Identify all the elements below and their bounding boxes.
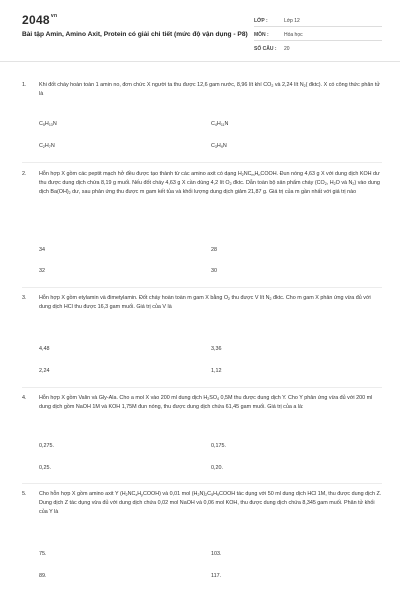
logo-text: 2048 [22, 13, 50, 27]
answer-option[interactable]: 89. [39, 573, 47, 579]
question-text: Hỗn hợp X gồm các peptit mạch hở đều được tạo thành từ các amino axit có dạng $H_2NC_mH_nCOOH$. Đun nóng 4,63 g X với dung dịch KOH dư thu được dung dịch chứa 8,19 g muối. Nếu đốt cháy 4,63 g X cần dùng 4,2 lít $O_2$ đktc. Dẫn toàn bộ sản phẩm cháy ($CO_2$, $H_2O$ và $N_2$) vào dung dịch $Ba(OH)_2$ dư, sau phản ứng thu được m gam kết tủa và khối lượng dung dịch giảm 21,87 g. Giá trị của m gần nhất với giá trị nào [39, 171, 380, 196]
meta-class: LỚP : Lớp 12 [254, 18, 300, 24]
answer-option[interactable]: 2,24 [39, 368, 50, 374]
answer-option[interactable]: 0,20. [211, 465, 223, 471]
page-header [0, 0, 400, 62]
answer-option[interactable]: 4,48 [39, 346, 50, 352]
answer-option[interactable]: 0,175. [211, 443, 226, 449]
meta-question-count: SỐ CÂU : 20 [254, 46, 290, 52]
question-text: Hỗn hợp X gồm etylamin và đimetylamin. Đốt cháy hoàn toàn m gam X bằng $O_2$ thu được V lít $N_2$ đktc. Cho m gam X phản ứng vừa đủ với dung dịch HCl thu được 16,3 gam muối. Giá trị của V là [39, 295, 371, 311]
question [22, 294, 382, 312]
answer-option[interactable]: 28 [211, 247, 217, 253]
question-text: Khi đốt cháy hoàn toàn 1 amin no, đơn chức X người ta thu được 12,6 gam nước, 8,96 lít khí $CO_2$ và 2,24 lít $N_2$( đktc). X có công thức phân tử là [39, 82, 380, 98]
question-number: 5. [22, 491, 27, 497]
answer-option[interactable]: 3,36 [211, 346, 222, 352]
answer-option[interactable]: $C_4H_{11}N$ [211, 121, 229, 127]
question-number: 1. [22, 82, 27, 88]
answer-option[interactable]: 75. [39, 551, 47, 557]
divider [254, 40, 382, 41]
answer-option[interactable]: 32 [39, 268, 45, 274]
answer-option[interactable]: 0,275. [39, 443, 54, 449]
question-number: 3. [22, 295, 27, 301]
question [22, 170, 382, 198]
answer-option[interactable]: $C_2H_7N$ [39, 143, 55, 149]
logo[interactable] [22, 13, 57, 27]
question-text: Hỗn hợp X gồm Valin và Gly-Ala. Cho a mol X vào 200 ml dung dịch $H_2SO_4$ 0,5M thu được dung dịch Y. Cho Y phản ứng vừa đủ với 200 ml dung dịch gồm NaOH 1M và KOH 1,75M đun nóng, thu được dung dịch chứa 61,45 gam muối. Giá trị của a là: [39, 395, 373, 411]
question-text: Cho hỗn hợp X gồm amino axit Y $(H_2NC_xH_yCOOH)$ và 0,01 mol $(H_2N)_2C_5H_9COOH$ tác dụng với 50 ml dung dịch HCl 1M, thu được dung dịch Z. Dung dịch Z tác dụng vừa đủ với dung dịch chứa 0,02 mol NaOH và 0,06 mol KOH, thu được dung dịch chứa 8,345 gam muối. Phân tử khối của Y là [39, 491, 382, 516]
question [22, 394, 382, 412]
divider [22, 287, 382, 288]
answer-option[interactable]: 103. [211, 551, 222, 557]
question [22, 81, 382, 99]
question [22, 490, 382, 518]
question-number: 2. [22, 171, 27, 177]
divider [254, 26, 382, 27]
meta-subject: MÔN : Hóa học [254, 32, 303, 38]
answer-option[interactable]: $C_3H_9N$ [211, 143, 227, 149]
answer-option[interactable]: 30 [211, 268, 217, 274]
answer-option[interactable]: 0,25. [39, 465, 51, 471]
answer-option[interactable]: 117. [211, 573, 222, 579]
answer-option[interactable]: $C_5H_{13}N$ [39, 121, 57, 127]
divider [22, 387, 382, 388]
divider [22, 483, 382, 484]
question-number: 4. [22, 395, 27, 401]
answer-option[interactable]: 34 [39, 247, 45, 253]
divider [22, 162, 382, 163]
logo-suffix: vn [50, 13, 58, 19]
document-title: Bài tập Amin, Amino Axit, Protein có giải chi tiết (mức độ vận dụng - P8) [22, 31, 248, 38]
answer-option[interactable]: 1,12 [211, 368, 222, 374]
